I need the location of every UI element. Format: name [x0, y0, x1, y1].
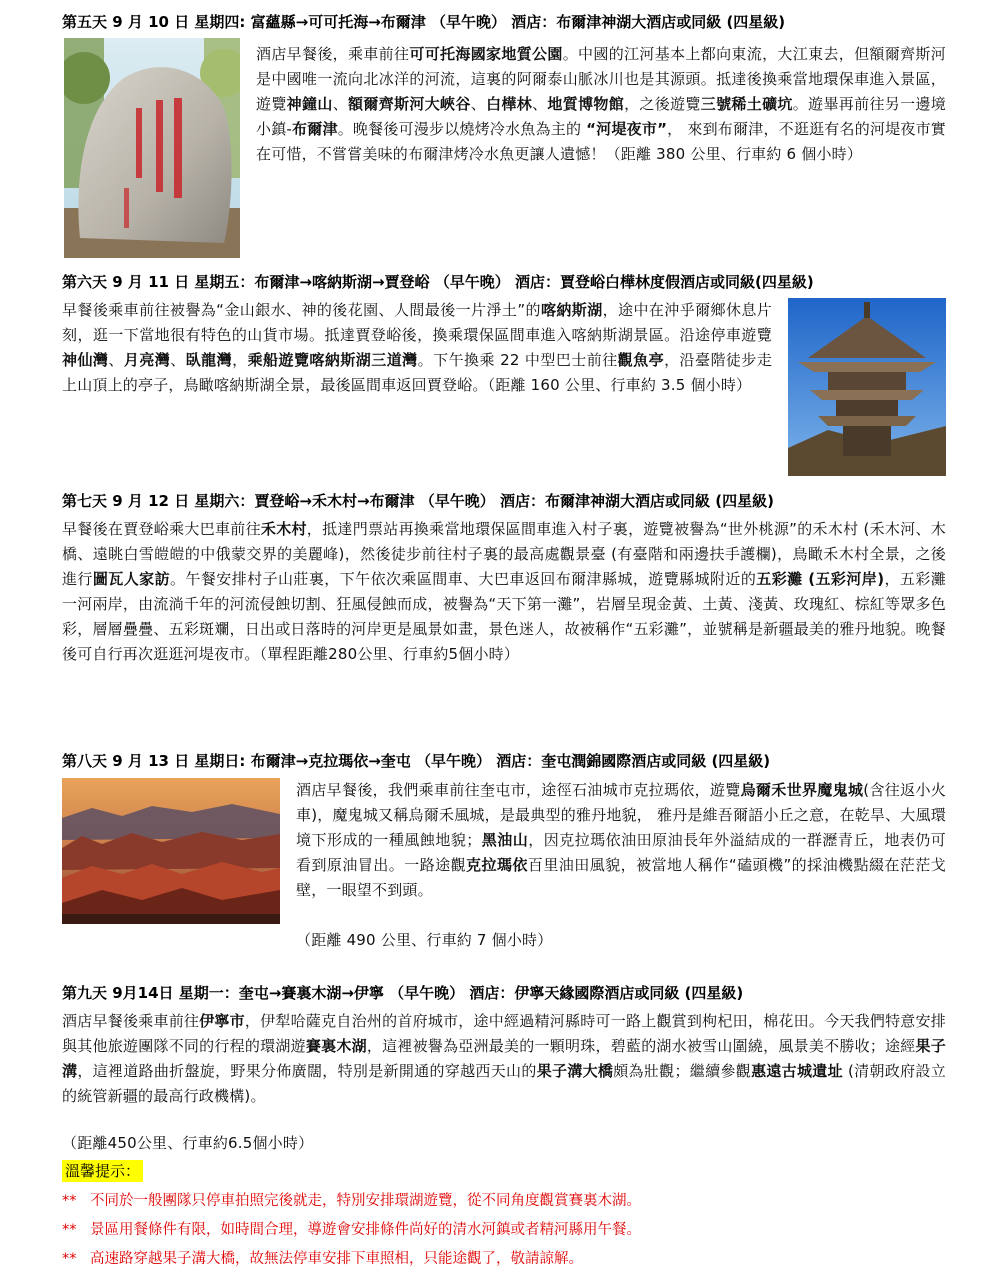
day9-seg: ，伊犁哈薩克自治州的首府城市，途中經過精河縣時可一路上觀賞到枸杞田，棉花田。今天我們特意安排與其他旅遊團隊不同的行程的環湖遊: [62, 1012, 946, 1055]
day5-seg: 、: [532, 95, 548, 113]
day6-seg: ，途中在沖乎爾鄉休息片刻，逛一下當地很有特色的山貨市場。抵達賈登峪後，換乘環保區間車進入喀納斯湖景區。沿途停車遊覽: [62, 301, 773, 344]
day7-header: 第七天 9 月 12 日 星期六：賈登峪→禾木村→布爾津 （早午晚） 酒店：布爾津神湖大酒店或同級 (四星級): [62, 492, 774, 510]
day5-seg: 白樺林: [486, 95, 533, 113]
day6-seg: 乘船遊覽喀納斯湖三道灣: [247, 351, 418, 369]
day8-seg: 克拉瑪依: [466, 856, 528, 874]
tip-star: **: [62, 1193, 77, 1209]
day9-seg: (清朝政府設立的統管新疆的最高行政機構)。: [62, 1062, 946, 1105]
day8-distance: （距離 490 公里、行車約 7 個小時）: [296, 931, 553, 949]
day7-body: [62, 517, 946, 667]
day5-seg: 布爾津: [292, 120, 338, 138]
day6-seg: 、: [108, 351, 124, 369]
day5-seg: ，之後遊覽: [624, 95, 701, 113]
day6-seg: 喀納斯湖: [540, 301, 603, 319]
tip-text: 景區用餐條件有限，如時間合理，導遊會安排條件尚好的清水河鎮或者精河縣用午餐。: [90, 1222, 641, 1238]
day8-header: 第八天 9 月 13 日 星期日: 布爾津→克拉瑪依→奎屯 （早午晚） 酒店：奎屯潤錦國際酒店或同級 (四星級): [62, 752, 771, 770]
day8-body: [296, 778, 946, 903]
day9-seg: 伊寧市: [199, 1012, 245, 1030]
day5-seg: 。遊畢再前往另一邊境小鎮-: [256, 95, 946, 138]
day8-seg: 酒店早餐後，我們乘車前往奎屯市，途徑石油城市克拉瑪依，遊覽: [296, 781, 741, 799]
day5-seg: “河堤夜市”: [586, 120, 668, 138]
day5-seg: 三號稀土礦坑: [700, 95, 793, 113]
day5-header: 第五天 9 月 10 日 星期四: 富蘊縣→可可托海→布爾津 （早午晚） 酒店：布爾津神湖大酒店或同級 (四星級): [62, 13, 786, 31]
day5-seg: 可可托海國家地質公園: [409, 45, 563, 63]
day9-header: 第九天 9月14日 星期一：奎屯→賽裏木湖→伊寧 （早午晚） 酒店：伊寧天緣國際酒店或同級 (四星級): [62, 984, 744, 1002]
day5-seg: 地質博物館: [547, 95, 625, 113]
tip-text: 不同於一般團隊只停車拍照完後就走，特別安排環湖遊覽，從不同角度觀賞賽裏木湖。: [90, 1193, 641, 1209]
day9-seg: 酒店早餐後乘車前往: [62, 1012, 200, 1030]
day6-seg: 神仙灣: [62, 351, 109, 369]
tip-star: **: [62, 1251, 77, 1267]
day6-seg: 早餐後乘車前往被譽為“金山銀水、神的後花園、人間最後一片淨土”的: [62, 301, 541, 319]
day7-seg: ，五彩灘一河兩岸，由流淌千年的河流侵蝕切割、狂風侵蝕而成，被譽為“天下第一灘”，岩層呈現金黃、土黃、淺黃、玫瑰紅、棕紅等眾多色彩，層層疊疊、五彩斑斕，日出或日落時的河岸更是風景如畫，景色迷人，故被稱作“五彩灘”，並號稱是新疆最美的雅丹地貌。晚餐後可自行再次逛逛河堤夜市。（單程距離280公里、行車約5個小時）: [62, 570, 946, 663]
red-canyon-photo: [62, 778, 280, 924]
wooden-pavilion-photo: [788, 298, 946, 476]
day9-distance: （距離450公里、行車約6.5個小時）: [62, 1134, 314, 1152]
day9-seg: 果子溝大橋: [536, 1062, 614, 1080]
day6-seg: ，: [232, 351, 248, 369]
day8-seg: 黑油山: [481, 831, 529, 849]
day5-seg: 、: [470, 95, 487, 113]
day9-seg: 頗為壯觀；繼續參觀: [613, 1062, 752, 1080]
tip-note: [62, 1219, 952, 1241]
day9-seg: ，這裡被譽為亞洲最美的一顆明珠，碧藍的湖水被雪山圍繞，風景美不勝收；途經: [366, 1037, 916, 1055]
day8-seg: 烏爾禾世界魔鬼城: [740, 781, 864, 799]
day8-seg: 百里油田風貌，被當地人稱作“磕頭機”的採油機點綴在茫茫戈壁，一眼望不到頭。: [296, 856, 946, 899]
day6-header: 第六天 9 月 11 日 星期五：布爾津→喀納斯湖→賈登峪 （早午晚） 酒店：賈登峪白樺林度假酒店或同級(四星級): [62, 273, 814, 291]
day9-seg: 賽裏木湖: [305, 1037, 367, 1055]
day9-seg: 果子溝: [62, 1037, 946, 1080]
day6-seg: ，沿臺階徒步走上山頂上的亭子，鳥瞰喀納斯湖全景，最後區間車返回賈登峪。（距離 160 公里、行車約 3.5 個小時）: [62, 351, 773, 394]
day6-seg: 觀魚亭: [617, 351, 665, 369]
day7-seg: 早餐後在賈登峪乘大巴車前往: [62, 520, 261, 538]
day5-seg: 酒店早餐後，乘車前往: [256, 45, 410, 63]
day6-seg: 月亮灣: [123, 351, 171, 369]
day5-seg: 。晚餐後可漫步以燒烤冷水魚為主的: [337, 120, 587, 138]
day7-seg: 五彩灘 (五彩河岸): [756, 570, 885, 588]
day6-seg: 、: [170, 351, 186, 369]
day5-seg: 神鐘山: [286, 95, 333, 113]
day8-seg: (含往返小火車)，魔鬼城又稱烏爾禾風城，是最典型的雅丹地貌， 雅丹是維吾爾語小丘之意，在乾旱、大風環境下形成的一種風蝕地貌；: [296, 781, 946, 849]
day5-seg: ， 來到布爾津，不逛逛有名的河堤夜市實在可惜，不嘗嘗美味的布爾津烤冷水魚更讓人遺憾！（距離 380 公里、行車約 6 個小時）: [256, 120, 947, 163]
day5-seg: 、: [332, 95, 349, 113]
day6-body: [62, 298, 772, 398]
day5-seg: 。中國的江河基本上都向東流，大江東去，但額爾齊斯河是中國唯一流向北冰洋的河流，這裏的阿爾泰山脈冰川也是其源頭。抵達後換乘當地環保車進入景區，遊覽: [256, 45, 946, 113]
day9-body: [62, 1009, 946, 1109]
day7-seg: ，抵達門票站再換乘當地環保區間車進入村子裏，遊覽被譽為“世外桃源”的禾木村 (禾木河、木橋、遠眺白雪皚皚的中俄蒙交界的美麗峰)，然後徒步前往村子裏的最高處觀景臺 (有臺階和兩邊扶手護欄)，鳥瞰禾木村全景，之後進行: [62, 520, 946, 588]
day9-seg: ，這裡道路曲折盤旋，野果分佈廣闊，特別是新開通的穿越西天山的: [77, 1062, 537, 1080]
tip-note: [62, 1190, 952, 1212]
tips-label: 溫馨提示：: [62, 1160, 143, 1182]
day8-seg: ，因克拉瑪依油田原油長年外溢結成的一群瀝青丘，地表仍可看到原油冒出。一路途觀: [296, 831, 946, 874]
day5-seg: 額爾齊斯河大峽谷: [348, 95, 471, 113]
stone-monument-photo: [64, 38, 240, 258]
day7-seg: 禾木村: [260, 520, 307, 538]
day6-seg: 臥龍灣: [185, 351, 233, 369]
day9-seg: 惠遠古城遺址: [751, 1062, 843, 1080]
tip-note: [62, 1248, 952, 1270]
day5-body: [256, 42, 946, 167]
tip-text: 高速路穿越果子溝大橋，故無法停車安排下車照相，只能途觀了，敬請諒解。: [90, 1251, 583, 1267]
day7-seg: 。午餐安排村子山莊裏，下午依次乘區間車、大巴車返回布爾津縣城，遊覽縣城附近的: [170, 570, 757, 588]
tip-star: **: [62, 1222, 77, 1238]
day7-seg: 圖瓦人家訪: [92, 570, 170, 588]
day6-seg: 。下午換乘 22 中型巴士前往: [417, 351, 618, 369]
